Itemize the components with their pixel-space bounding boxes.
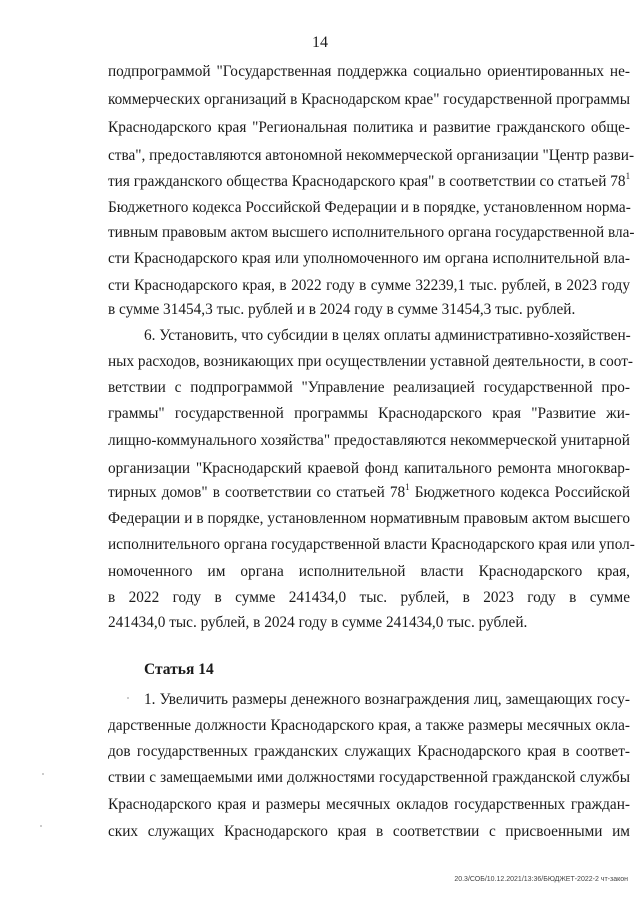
text-line: граммы" государственной программы Краснодарского края "Развитие жи- — [108, 405, 630, 422]
article-heading: Статья 14 — [144, 661, 214, 678]
scan-speck — [127, 697, 129, 699]
scan-speck — [40, 825, 42, 827]
text-line: в сумме 31454,3 тыс. рублей и в 2024 году в сумме 31454,3 тыс. рублей. — [108, 301, 576, 318]
text-line: 241434,0 тыс. рублей, в 2024 году в сумме 241434,0 тыс. рублей. — [108, 614, 528, 631]
text-line: сти Краснодарского края или уполномоченного им органа исполнительной вла- — [108, 250, 630, 267]
text-line-with-footnote — [108, 483, 630, 503]
text-line-content: тия гражданского общества Краснодарского края" в соответствии со статьей 78 — [108, 173, 626, 190]
page-number: 14 — [312, 34, 328, 51]
text-line: дов государственных гражданских служащих Краснодарского края в соответ- — [108, 743, 630, 760]
text-line: исполнительного органа государственной власти Краснодарского края или упол- — [108, 536, 635, 553]
text-line-tail: Бюджетного кодекса Российской — [409, 484, 630, 501]
text-line: ствии с замещаемыми ими должностями государственной гражданской службы — [108, 769, 630, 786]
text-line: коммерческих организаций в Краснодарском крае" государственной программы — [108, 91, 630, 108]
footer-service-code: 20.3/СОБ/10.12.2021/13:36/БЮДЖЕТ-2022-2 чт-закон — [454, 876, 628, 883]
scan-speck — [42, 773, 44, 775]
paragraph-first-line: 6. Установить, что субсидии в целях оплаты административно-хозяйствен- — [144, 327, 631, 344]
text-line: в 2022 году в сумме 241434,0 тыс. рублей, в 2023 году в сумме — [108, 589, 630, 606]
text-line: подпрограммой "Государственная поддержка социально ориентированных не- — [108, 63, 630, 80]
text-line: лищно-коммунального хозяйства" предоставляются некоммерческой унитарной — [108, 432, 630, 449]
text-line: ских служащих Краснодарского края в соответствии с присвоенными им — [108, 823, 630, 840]
text-line-content: тирных домов" в соответствии со статьей 78 — [108, 484, 406, 501]
text-line: Федерации и в порядке, установленном нормативным правовым актом высшего — [108, 510, 630, 527]
footnote-mark: 1 — [405, 481, 410, 492]
text-line: ветствии с подпрограммой "Управление реализацией государственной про- — [108, 379, 630, 396]
text-line: Краснодарского края "Региональная политика и развитие гражданского обще- — [108, 119, 630, 136]
text-line: организации "Краснодарский краевой фонд капитального ремонта многоквар- — [108, 460, 630, 477]
paragraph-first-line: 1. Увеличить размеры денежного вознаграждения лиц, замещающих госу- — [144, 691, 630, 708]
text-line: ных расходов, возникающих при осуществлении уставной деятельности, в соот- — [108, 353, 634, 370]
text-line-with-footnote — [108, 172, 630, 192]
text-line: дарственные должности Краснодарского края, а также размеры месячных окла- — [108, 717, 630, 734]
text-line: Краснодарского края и размеры месячных окладов государственных граждан- — [108, 796, 630, 813]
text-line: тивным правовым актом высшего исполнительного органа государственной вла- — [108, 224, 635, 241]
text-line: сти Краснодарского края, в 2022 году в сумме 32239,1 тыс. рублей, в 2023 году — [108, 277, 630, 294]
text-line: номоченного им органа исполнительной власти Краснодарского края, — [108, 563, 630, 580]
footnote-mark: 1 — [625, 170, 631, 181]
text-line: ства", предоставляются автономной некоммерческой организации "Центр разви- — [108, 147, 635, 164]
text-line: Бюджетного кодекса Российской Федерации и в порядке, установленном норма- — [108, 199, 631, 216]
